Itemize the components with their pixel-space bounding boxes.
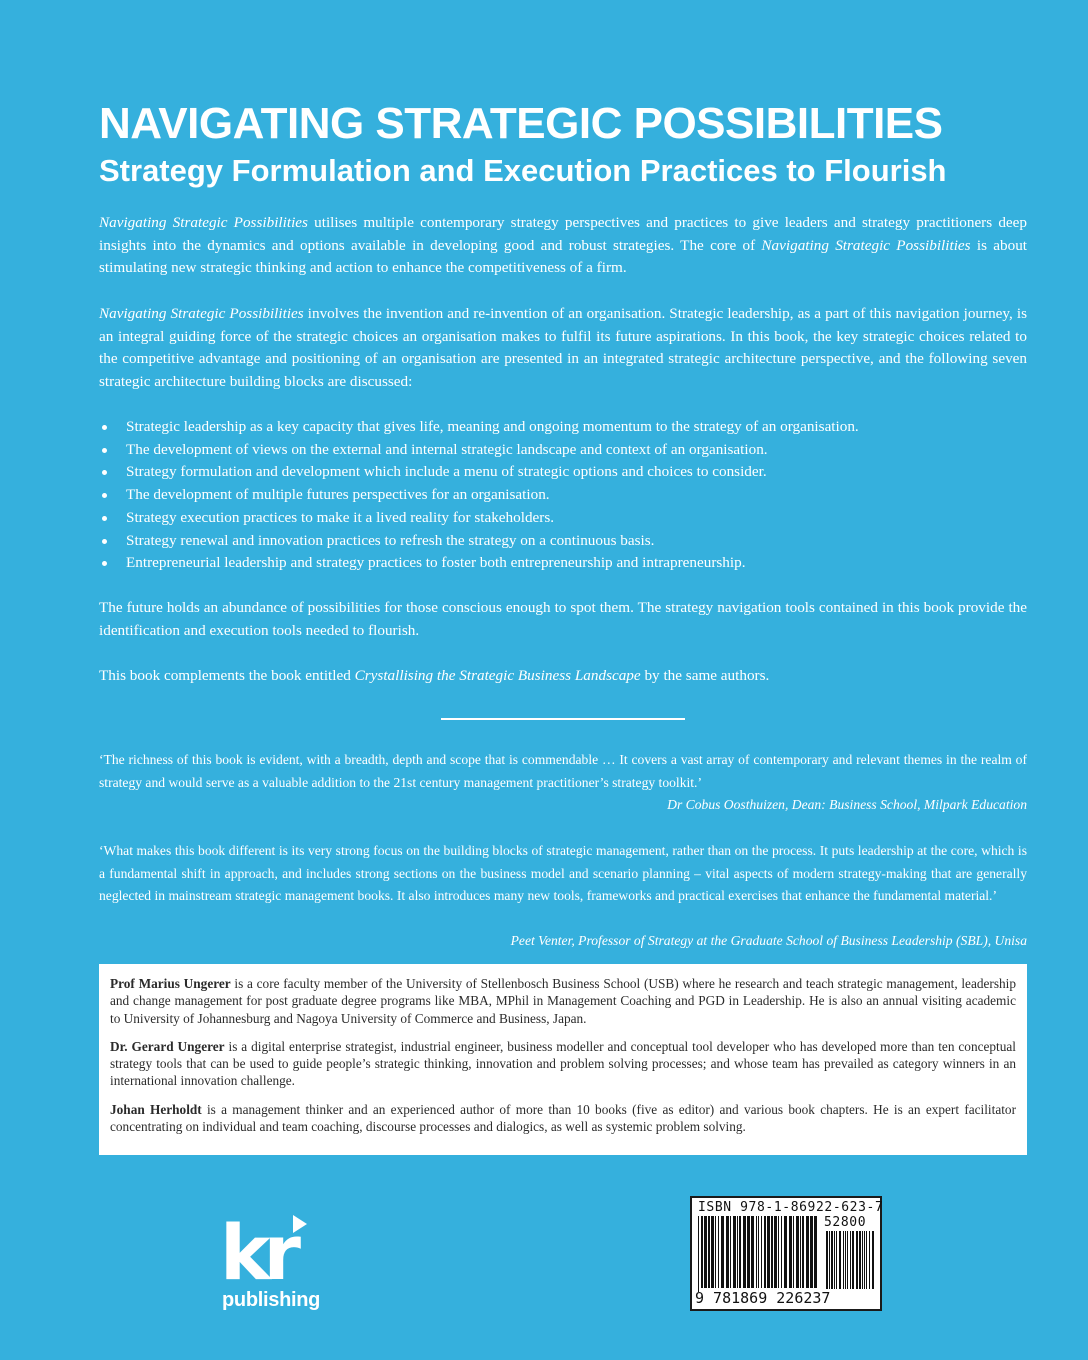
barcode-bar (756, 1216, 757, 1288)
barcode-bar (850, 1231, 851, 1289)
author-bio (110, 975, 1016, 1027)
barcode-bar (764, 1216, 766, 1288)
barcode-bar (831, 1231, 833, 1289)
book-name-italic: Navigating Strategic Possibilities (761, 236, 971, 254)
author-name: Prof Marius Ungerer (110, 976, 231, 991)
list-item: Strategy formulation and development which include a menu of strategic options and choices to consider. (99, 461, 1027, 484)
intro-paragraph-2 (99, 303, 1027, 394)
logo-arrow-icon (293, 1215, 307, 1233)
barcode-bar (829, 1231, 830, 1289)
closing-paragraph: The future holds an abundance of possibilities for those conscious enough to spot them. The strategy navigation tools contained in this book provide the identification and execution tools needed to flourish. (99, 599, 1027, 639)
paragraph-text: by the same authors. (640, 667, 770, 684)
book-title: NAVIGATING STRATEGIC POSSIBILITIES (99, 99, 943, 148)
endorsement-attribution-1: Dr Cobus Oosthuizen, Dean: Business School, Milpark Education (667, 797, 1027, 812)
barcode-bar (767, 1216, 770, 1288)
barcode-bar (793, 1216, 794, 1288)
barcode-bar (774, 1216, 777, 1288)
list-item: Strategy execution practices to make it a lived reality for stakeholders. (99, 507, 1027, 530)
paragraph-text: involves the invention and re-invention of an organisation. Strategic leadership, as a part of this navigation journey, is an integral guiding force of the strategic choices an organisation makes to fulfil its future aspirations. In this book, the key strategic choices related to the competitive advantage and positioning of an organisation are presented in an integrated strategic architecture perspective, and the following seven strategic architecture building blocks are discussed: (99, 305, 1027, 391)
endorsement-quote-2: ‘What makes this book different is its very strong focus on the building blocks of strategic management, rather than on the process. It puts leadership at the core, which is a fundamental shift in approach, and includes strong sections on the business model and scenario planning – vital aspects of modern strategy-making that are generally neglected in mainstream strategic management books. It also introduces many new tools, frameworks and practical exercises that enhance the fundamental material.’ (99, 843, 1027, 903)
barcode-bar (784, 1216, 787, 1288)
barcode-bar (715, 1216, 716, 1288)
kr-publishing-logo (220, 1208, 330, 1315)
barcode-bar (704, 1216, 707, 1288)
barcode-bar (743, 1216, 746, 1288)
book-name-italic: Crystallising the Strategic Business Landscape (354, 667, 641, 684)
barcode-bar (761, 1216, 762, 1288)
barcode-bar (872, 1231, 874, 1289)
barcode-bar (730, 1216, 731, 1288)
barcode-bar (701, 1216, 703, 1288)
barcode-bar (856, 1231, 858, 1289)
barcode-bar (834, 1231, 835, 1289)
barcode-bar (781, 1216, 782, 1288)
barcode-bar (739, 1216, 741, 1288)
barcode-bar (859, 1231, 861, 1289)
isbn-text: ISBN 978-1-86922-623-7 (698, 1200, 884, 1215)
barcode-bar (806, 1216, 809, 1288)
list-item: Strategic leadership as a key capacity that gives life, meaning and ongoing momentum to the strategy of an organisation. (99, 416, 1027, 439)
barcode-bar (758, 1216, 759, 1288)
barcode-bar (721, 1216, 724, 1288)
barcode-bar (847, 1231, 848, 1289)
list-item: Entrepreneurial leadership and strategy practices to foster both entrepreneurship and intrapreneurship. (99, 552, 1027, 575)
barcode-bar (864, 1231, 865, 1289)
list-item: Strategy renewal and innovation practices to refresh the strategy on a continuous basis. (99, 530, 1027, 553)
endorsement-attribution-2: Peet Venter, Professor of Strategy at the Graduate School of Business Leadership (SBL), Unisa (510, 933, 1027, 948)
intro-paragraph-1 (99, 212, 1027, 280)
author-bio (110, 1101, 1016, 1136)
barcode-bar (810, 1216, 813, 1288)
complement-paragraph (99, 665, 1027, 688)
barcode-bar (866, 1231, 867, 1289)
barcode-bar (814, 1216, 817, 1288)
book-subtitle: Strategy Formulation and Execution Practices to Flourish (99, 153, 947, 188)
barcode-bar (836, 1231, 837, 1289)
author-name: Johan Herholdt (110, 1101, 202, 1117)
barcode-bar (852, 1231, 854, 1289)
barcode-bar (737, 1216, 738, 1288)
barcode-bar (747, 1216, 750, 1288)
author-bio-text: is a core faculty member of the University of Stellenbosch Business School (USB) where he research and teach strategic management, leadership and change management for post graduate degree programs like MBA, MPhil in Management Coaching and PGD in Leadership. He is also an annual visiting academic to University of Johannesburg and Nagoya University of Commerce and Business, Japan. (110, 976, 1017, 1026)
logo-mark: kr (220, 1208, 295, 1297)
price-code: 52800 (824, 1215, 867, 1230)
paragraph-text: This book complements the book entitled (99, 667, 355, 684)
isbn-barcode (690, 1196, 882, 1311)
barcode-bar (839, 1231, 841, 1289)
paragraph-text: is about stimulating new strategic thinking and action to enhance the competitiveness of a firm. (99, 236, 1028, 277)
list-item: The development of multiple futures perspectives for an organisation. (99, 484, 1027, 507)
book-name-italic: Navigating Strategic Possibilities (99, 305, 304, 322)
endorsement-quote-1: ‘The richness of this book is evident, with a breadth, depth and scope that is commendable … It covers a vast array of contemporary and relevant themes in the realm of strategy and would serve as a valuable addition to the 21st century management practitioner’s strategy toolkit.’ (99, 752, 1027, 790)
building-blocks-list (99, 416, 1027, 575)
author-bio-panel (99, 964, 1027, 1155)
barcode-bar (802, 1216, 804, 1288)
barcode-bar (708, 1216, 710, 1288)
barcode-bar (733, 1216, 736, 1288)
barcode-bar (862, 1231, 863, 1289)
barcode-bar (843, 1231, 844, 1289)
logo-wordmark: publishing (222, 1289, 321, 1311)
barcode-bar (778, 1216, 779, 1288)
barcode-bar (796, 1216, 799, 1288)
barcode-bar (751, 1216, 754, 1288)
barcode-bar (789, 1216, 792, 1288)
paragraph-text: utilises multiple contemporary strategy perspectives and practices to give leaders and strategy practitioners deep insights into the dynamics and options available in developing good and robust strategies. The core of (99, 214, 1028, 254)
barcode-bar (869, 1231, 870, 1289)
barcode-bar (845, 1231, 846, 1289)
barcode-bar (718, 1216, 719, 1288)
barcode-bar (826, 1231, 828, 1289)
ean-digits: 9 781869 226237 (695, 1289, 831, 1307)
barcode-bar (771, 1216, 773, 1288)
divider-line (441, 718, 685, 720)
barcode-bar (698, 1216, 699, 1292)
author-bio-text: is a digital enterprise strategist, industrial engineer, business modeller and conceptual tool developer who has developed more than ten conceptual strategy tools that can be used to guide people’s strategic thinking, innovation and problem solving processes; and whose team has prevailed as category winners in an international innovation challenge. (110, 1038, 1016, 1089)
barcode-bar (726, 1216, 729, 1288)
author-name: Dr. Gerard Ungerer (110, 1038, 225, 1054)
author-bio (110, 1038, 1016, 1090)
author-bio-text: is a management thinker and an experienced author of more than 10 books (five as editor) and various book chapters. He is an expert facilitator concentrating on individual and team coaching, discourse processes and dialogics, as well as systemic problem solving. (110, 1101, 1016, 1135)
barcode-bar (800, 1216, 801, 1288)
list-item: The development of views on the external and internal strategic landscape and context of an organisation. (99, 439, 1027, 462)
book-name-italic: Navigating Strategic Possibilities (99, 214, 308, 231)
barcode-bar (711, 1216, 714, 1288)
